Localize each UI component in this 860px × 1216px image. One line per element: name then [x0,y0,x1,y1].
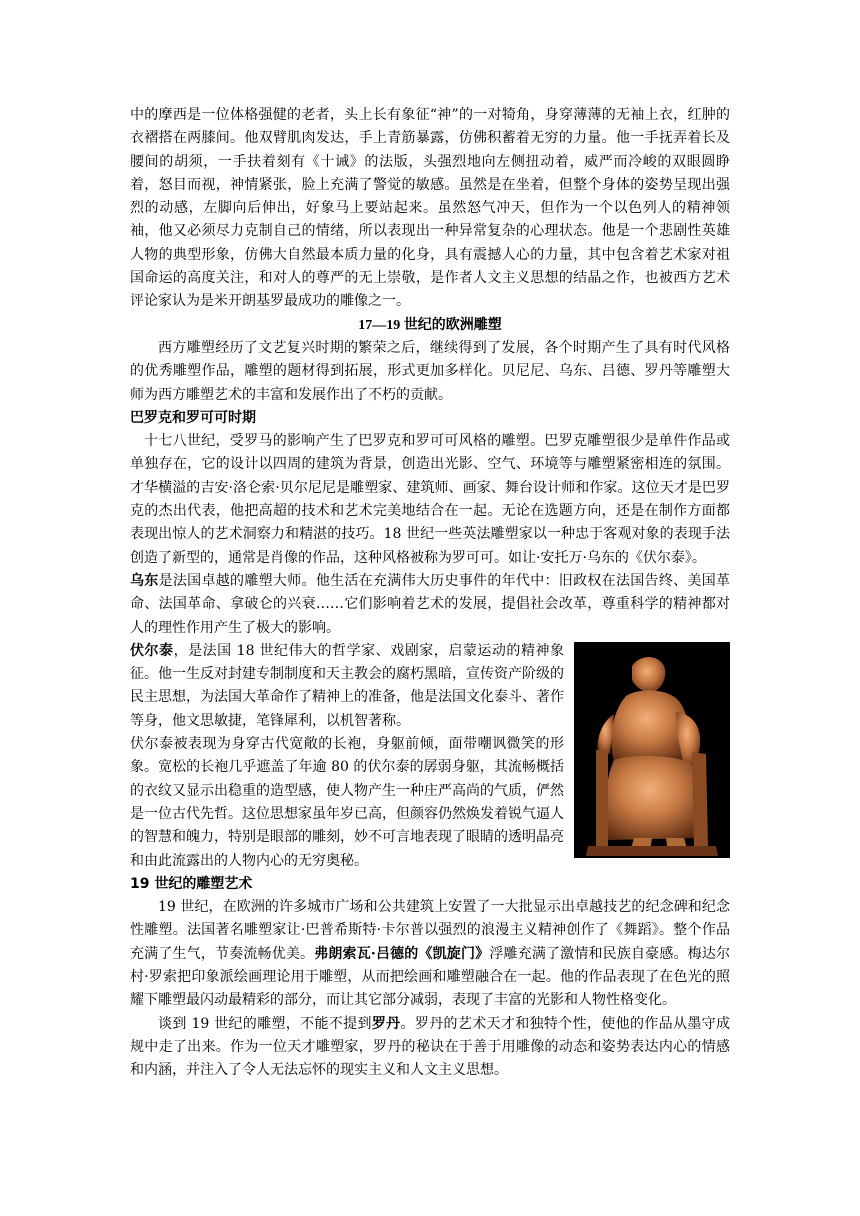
heading-19th-century: 19 世纪的雕塑艺术 [130,875,253,892]
voltaire-text-1: ，是法国 18 世纪伟大的哲学家、戏剧家，启蒙运动的精神象征。他一生反对封建专制制度和天主教会的腐朽黑暗，宣传资产阶级的民主思想，为法国大革命作了精神上的准备，他是法国文化泰斗、著作等身，他文思敏捷，笔锋犀利，以机智著称。 [130,642,565,729]
voltaire-paragraph-2: 伏尔泰被表现为身穿古代宽敞的长袍，身躯前倾，面带嘲讽微笑的形象。宽松的长袍几乎遮盖了年逾 80 的伏尔泰的孱弱身躯，其流畅概括的衣纹又显示出稳重的造型感，使人物产生一种庄严高尚的气质，俨然是一位古代先哲。这位思想家虽年岁已高，但颜容仍然焕发着锐气逼人的智慧和魄力，特别是眼部的雕刻，妙不可言地表现了眼睛的透明晶亮和由此流露出的人物内心的无穷奥秘。 [130,736,564,869]
voltaire-statue-image [574,642,730,858]
houdon-paragraph [130,570,730,640]
voltaire-name: 伏尔泰 [130,642,174,659]
heading-baroque-rococo: 巴罗克和罗可可时期 [130,409,256,426]
rodin-text-a: 谈到 19 世纪的雕塑，不能不提到 [158,1015,372,1032]
document-page [130,104,730,1082]
voltaire-statue-icon [574,642,730,858]
rodin-paragraph [130,1013,730,1083]
rodin-name: 罗丹 [371,1015,401,1032]
c19-paragraph [130,896,730,1012]
section-title-17-19: 17—19 世纪的欧洲雕塑 [358,317,502,333]
c19-text-b: 浮雕充满了激情和民族自豪感。梅达尔村·罗索把印象派绘画理论用于雕塑，从而把绘画和雕塑融合在一起。他的作品表现了在色光的照耀下雕塑最闪动最精彩的部分，而让其它部分减弱，表现了丰富的光影和人物性格变化。 [130,945,731,1009]
rodin-text-b: 。罗丹的艺术天才和独特个性，使他的作品从墨守成规中走了出来。作为一位天才雕塑家，罗丹的秘诀在于善于用雕像的动态和姿势表达内心的情感和内涵，并注入了令人无法忘怀的现实主义和人文主义思想。 [130,1015,731,1079]
houdon-name: 乌东 [130,572,159,589]
rude-arc-title: 弗朗索瓦·吕德的《凯旋门》 [314,945,490,962]
moses-paragraph: 中的摩西是一位体格强健的老者，头上长有象征“神”的一对犄角，身穿薄薄的无袖上衣，红肿的衣褶搭在两膝间。他双臂肌肉发达，手上青筋暴露，仿佛积蓄着无穷的力量。他一手抚弄着长及腰间的胡须，一手扶着刻有《十诫》的法版，头强烈地向左侧扭动着，威严而冷峻的双眼圆睁着，怒目而视，神情紧张，脸上充满了警觉的敏感。虽然是在坐着，但整个身体的姿势呈现出强烈的动感，左脚向后伸出，好象马上要站起来。虽然怒气冲天，但作为一个以色列人的精神领袖，他又必须尽力克制自己的情绪，所以表现出一种异常复杂的心理状态。他是一个悲剧性英雄人物的典型形象，仿佛大自然最本质力量的化身，具有震撼人心的力量，其中包含着艺术家对祖国命运的高度关注，和对人的尊严的无上崇敬，是作者人文主义思想的结晶之作，也被西方艺术评论家认为是米开朗基罗最成功的雕像之一。 [130,107,730,310]
houdon-text: 是法国卓越的雕塑大师。他生活在充满伟大历史事件的年代中：旧政权在法国告终、美国革命、法国革命、拿破仑的兴衰……它们影响着艺术的发展，提倡社会改革，尊重科学的精神都对人的理性作用产生了极大的影响。 [130,572,731,636]
baroque-paragraph: 十七八世纪，受罗马的影响产生了巴罗克和罗可可风格的雕塑。巴罗克雕塑很少是单件作品或单独存在，它的设计以四周的建筑为背景，创造出光影、空气、环境等与雕塑紧密相连的氛围。才华横溢的吉安·洛仑索·贝尔尼尼是雕塑家、建筑师、画家、舞台设计师和作家。这位天才是巴罗克的杰出代表，他把高超的技术和艺术完美地结合在一起。无论在选题方向，还是在制作方面都表现出惊人的艺术洞察力和精湛的技巧。18 世纪一些英法雕塑家以一种忠于客观对象的表现手法创造了新型的，通常是肖像的作品，这种风格被称为罗可可。如让·安托万·乌东的《伏尔泰》。 [130,433,730,566]
intro-paragraph: 西方雕塑经历了文艺复兴时期的繁荣之后，继续得到了发展，各个时期产生了具有时代风格的优秀雕塑作品，雕塑的题材得到拓展，形式更加多样化。贝尼尼、乌东、吕德、罗丹等雕塑大师为西方雕塑艺术的丰富和发展作出了不朽的贡献。 [130,339,730,403]
c19-text-a: 19 世纪，在欧洲的许多城市广场和公共建筑上安置了一大批显示出卓越技艺的纪念碑和纪念性雕塑。法国著名雕塑家让·巴普希斯特·卡尔普以强烈的浪漫主义精神创作了《舞蹈》。整个作品充满了生气，节奏流畅优美。 [130,899,730,962]
